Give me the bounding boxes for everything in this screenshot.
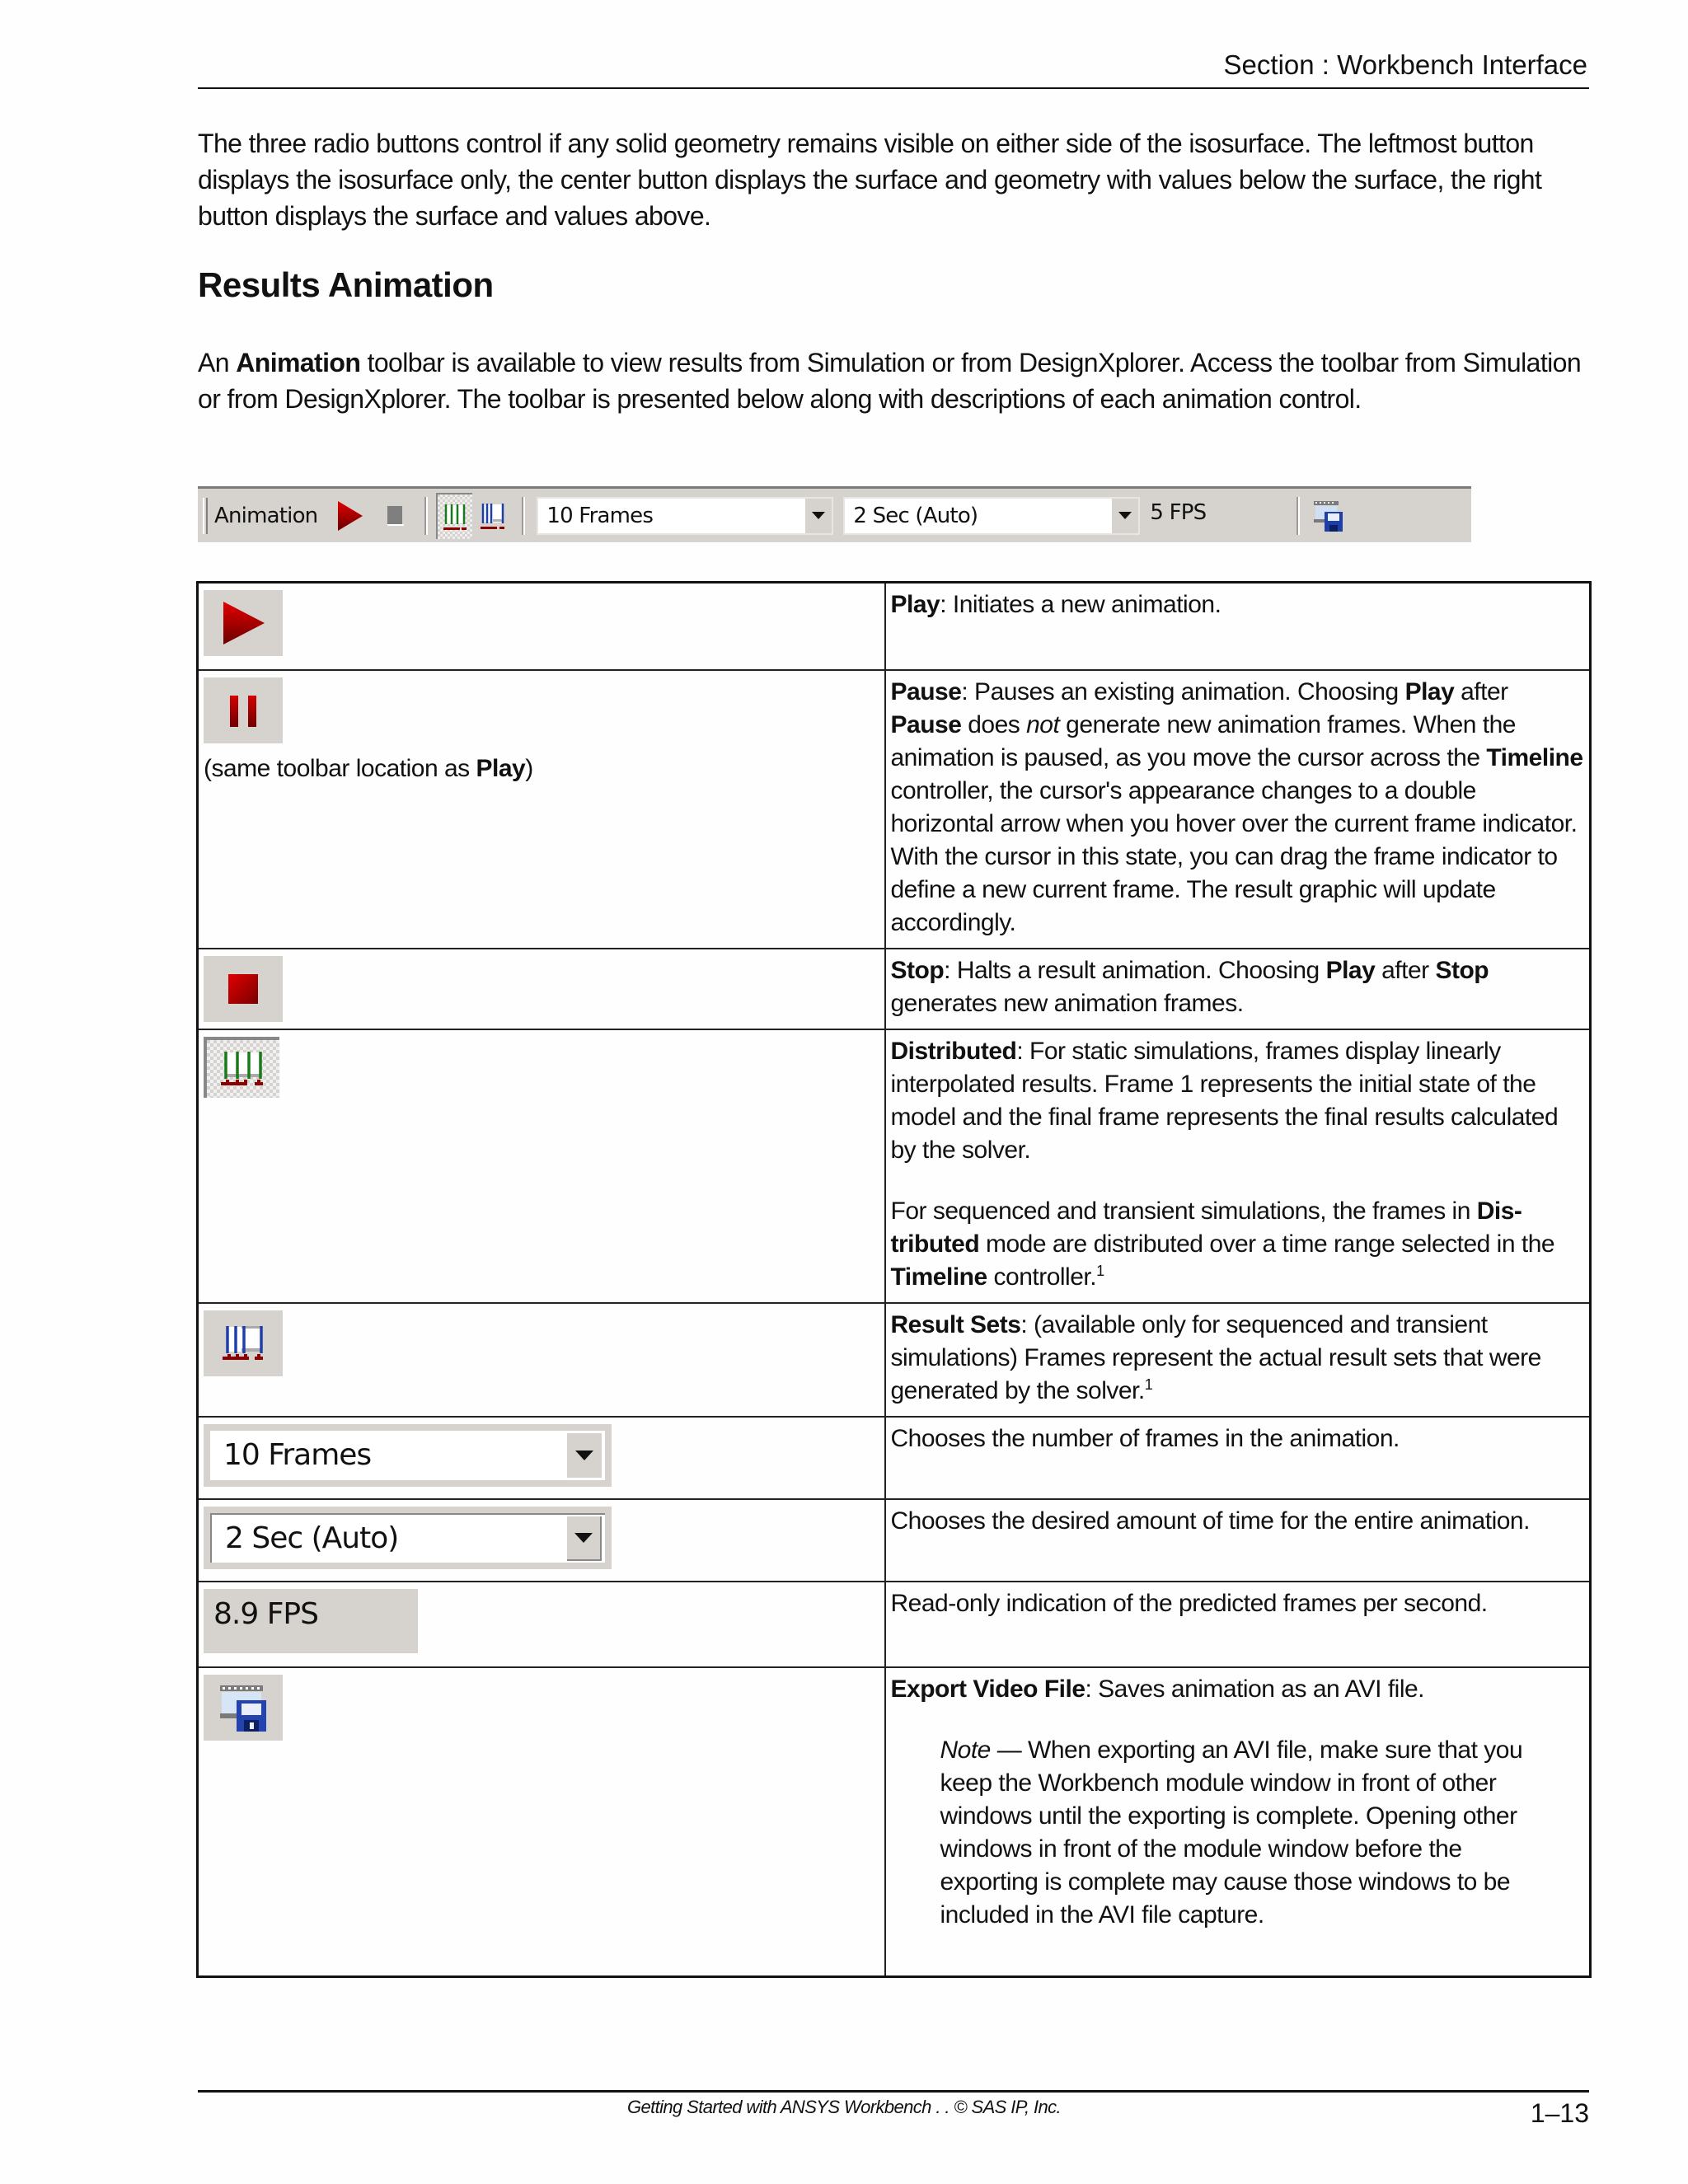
table-row [198,583,1591,670]
table-row [198,1303,1591,1417]
description-text: : Initiates a new animation. [940,591,1221,618]
control-image-cell [198,1582,885,1667]
toolbar-grip-handle[interactable] [203,498,208,534]
lead-text: An [198,348,237,377]
control-image-cell [198,1499,885,1582]
stop-icon [386,504,406,527]
note-text: — When exporting an AVI file, make sure that you keep the Workbench module window in front of other windows until the exporting is complete. Opening other windows in front of the module window before the exporting is complete may cause those windows to be included in the AVI file capture. [940,1736,1523,1929]
distributed-button-image [204,1037,279,1098]
description-text: after [1375,956,1436,984]
controls-table [196,581,1592,1978]
play-icon [336,499,364,532]
control-image-cell [198,949,885,1029]
export-video-icon [218,1682,268,1733]
bold-term: Timeline [1486,743,1583,771]
control-name: Play [890,591,940,618]
duration-dropdown-value: 2 Sec (Auto) [225,1521,399,1555]
footer-divider [198,2090,1589,2093]
table-row [198,949,1591,1029]
pause-button-image [204,677,283,743]
table-row [198,1582,1591,1667]
footnote-marker[interactable]: 1 [1096,1262,1104,1279]
distributed-icon [218,1049,268,1089]
description-paragraph [891,1195,1585,1294]
control-name: Export Video File [890,1675,1085,1703]
table-row [198,1417,1591,1499]
duration-dropdown-arrow[interactable] [1112,499,1138,533]
description-text: : (available only for sequenced and transient simulations) Frames represent the actual result sets that were generated by the solver. [890,1310,1541,1404]
bold-term: Timeline [890,1263,987,1291]
stop-button-image [204,956,283,1022]
frames-dropdown-value: 10 Frames [223,1438,372,1472]
bold-term: Dis-tributed [890,1197,1522,1258]
table-row [198,670,1591,949]
control-description [885,1303,1591,1417]
pause-caption [204,755,879,783]
distributed-icon [441,502,469,532]
note-paragraph [940,1734,1560,1932]
control-description [885,949,1591,1029]
frames-dropdown[interactable] [537,497,833,535]
bold-term: Pause [890,710,962,738]
bold-term: Stop [1435,956,1489,984]
note-label: Note [940,1736,991,1764]
animation-toolbar [198,486,1471,542]
control-description [885,583,1591,670]
caption-text: ) [525,754,533,782]
distributed-button[interactable] [436,493,472,539]
control-image-cell [198,1029,885,1303]
description-text: : Pauses an existing animation. Choosing [961,677,1405,705]
description-text: after [1454,677,1508,705]
toolbar-separator [522,497,525,535]
description-text: generate new animation frames. When the animation is paused, as you move the cursor across the [890,710,1516,771]
bold-term: Play [1404,677,1455,705]
description-paragraph [891,1673,1585,1706]
control-description [885,670,1591,949]
control-description: Chooses the desired amount of time for the entire animation. [885,1499,1591,1582]
stop-button[interactable] [375,493,416,539]
result-sets-button[interactable] [472,493,513,539]
frames-dropdown-arrow [567,1433,602,1478]
control-image-cell [198,1667,885,1977]
result-sets-button-image [204,1310,283,1376]
frames-dropdown-value: 10 Frames [546,503,654,528]
toolbar-label: Animation [214,503,318,528]
description-text: generates new animation frames. [890,989,1244,1017]
fps-readout: 5 FPS [1150,499,1207,525]
caption-text: (same toolbar location as [204,754,476,782]
section-title: Section : Workbench Interface [1223,49,1587,80]
control-name: Distributed [890,1037,1017,1065]
frames-dropdown-image [204,1424,612,1487]
duration-dropdown[interactable] [843,497,1140,535]
caption-bold: Play [476,754,526,782]
control-description: Chooses the number of frames in the animation. [885,1417,1591,1499]
lead-paragraph [198,344,1591,417]
duration-dropdown-image [204,1507,612,1569]
control-image-cell [198,1303,885,1417]
footnote-marker[interactable]: 1 [1144,1376,1153,1393]
chevron-down-icon [575,1451,593,1460]
chevron-down-icon [574,1533,593,1543]
description-text: mode are distributed over a time range selected in the [979,1230,1555,1258]
description-text: For sequenced and transient simulations, the frames in [890,1197,1477,1225]
duration-dropdown-arrow [567,1516,602,1561]
frames-dropdown-arrow[interactable] [805,499,832,533]
table-row [198,1499,1591,1582]
page-header [198,43,1589,89]
control-image-cell [198,1417,885,1499]
frames-dropdown-field [210,1431,605,1480]
italic-term: not [1026,710,1060,738]
control-description: Read-only indication of the predicted frames per second. [885,1582,1591,1667]
result-sets-icon [479,501,507,531]
footer-text: Getting Started with ANSYS Workbench . . © SAS IP, Inc. [626,2097,1062,2117]
table-row [198,1667,1591,1977]
duration-dropdown-value: 2 Sec (Auto) [853,503,978,528]
export-video-button-image [204,1675,283,1741]
description-paragraph [891,1035,1585,1167]
description-text: : For static simulations, frames display linearly interpolated results. Frame 1 represents the initial state of the model and the final frame represents the final results calculated by the solver. [890,1037,1559,1164]
control-name: Result Sets [890,1310,1021,1338]
control-name: Pause [890,677,962,705]
control-description [885,1667,1591,1977]
fps-readout-image: 8.9 FPS [204,1589,418,1653]
bold-term: Play [1325,956,1376,984]
description-text: : Halts a result animation. Choosing [944,956,1326,984]
play-button[interactable] [326,493,375,539]
control-image-cell [198,583,885,670]
play-icon [218,600,268,646]
toolbar-separator [1296,497,1300,535]
table-row [198,1029,1591,1303]
lead-bold-animation: Animation [236,348,361,377]
pause-icon [227,692,260,729]
duration-dropdown-field [210,1513,605,1563]
description-text: : Saves animation as an AVI file. [1085,1675,1425,1703]
export-video-button[interactable] [1308,493,1349,539]
description-text: controller, the cursor's appearance changes to a double horizontal arrow when you hover over the current frame indicator. With the cursor in this state, you can drag the frame indicator to define a new current frame. The result graphic will update accordingly. [890,776,1578,936]
description-text: does [961,710,1027,738]
description-text: controller. [987,1263,1097,1291]
export-video-icon [1312,498,1345,534]
page-number: 1–13 [1530,2098,1589,2128]
control-image-cell [198,670,885,949]
stop-icon [227,972,260,1005]
control-description [885,1029,1591,1303]
play-button-image [204,590,283,656]
section-heading: Results Animation [198,265,494,304]
lead-text: toolbar is available to view results from Simulation or from DesignXplorer. Access the toolbar from Simulation or from DesignXplorer. The toolbar is presented below along with descriptions of each animation control. [198,348,1582,414]
intro-paragraph: The three radio buttons control if any solid geometry remains visible on either side of the isosurface. The leftmost button displays the isosurface only, the center button displays the surface and geometry with values below the surface, the right button displays the surface and values above. [198,129,1542,231]
control-name: Stop [890,956,945,984]
result-sets-icon [218,1324,268,1363]
chevron-down-icon [1118,512,1132,519]
toolbar-separator [424,497,428,535]
chevron-down-icon [812,512,825,519]
